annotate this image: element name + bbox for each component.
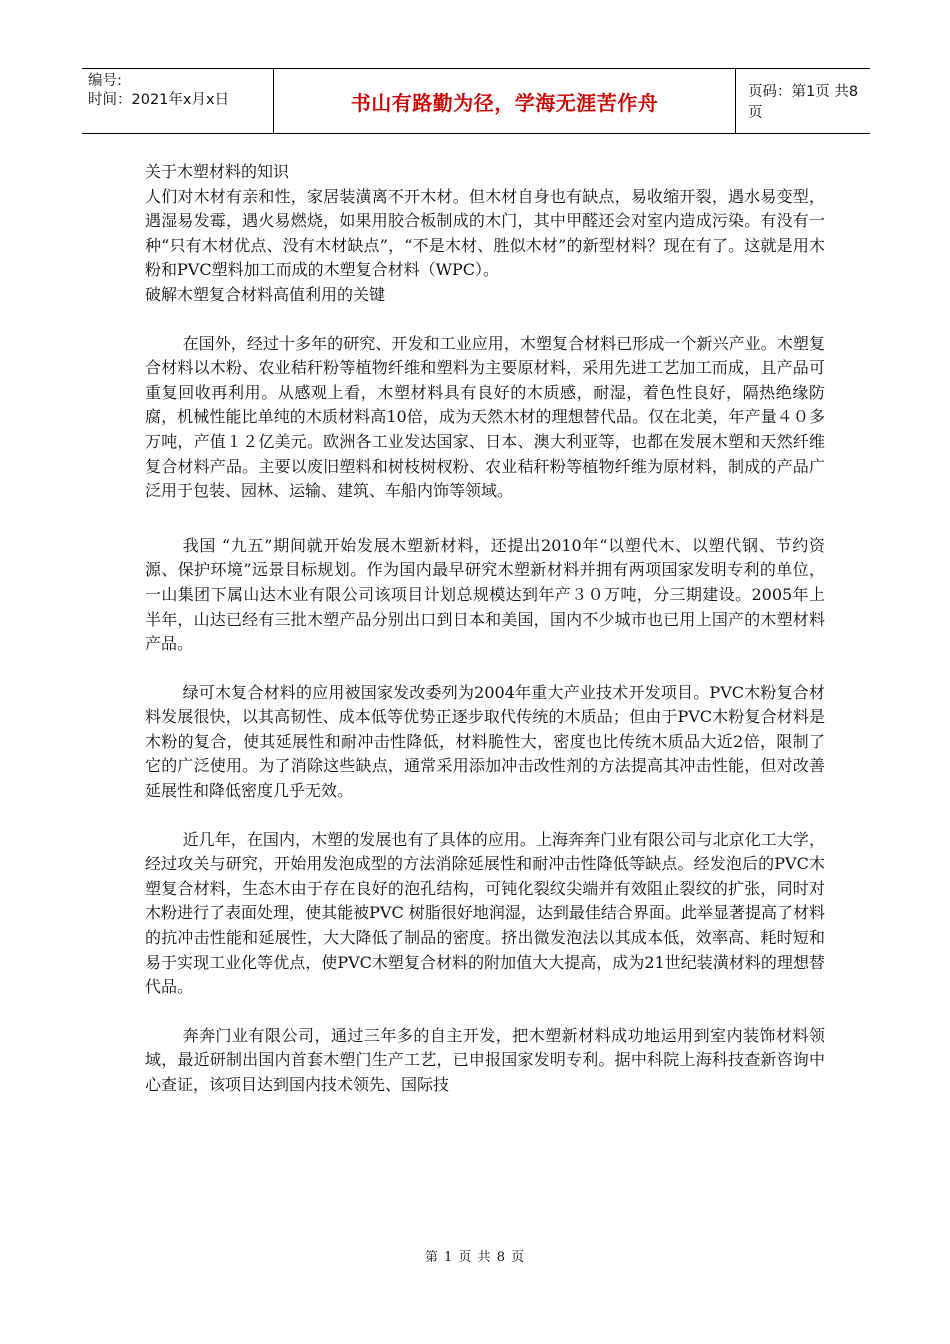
header-motto: 书山有路勤为径，学海无涯苦作舟 [274,69,736,133]
intro-paragraph: 人们对木材有亲和性，家居装潢离不开木材。但木材自身也有缺点，易收缩开裂，遇水易变型，遇湿易发霉，遇火易燃烧，如果用胶合板制成的木门，其中甲醛还会对室内造成污染。有没有一种“只有木材优点、没有木材缺点”，“不是木材、胜似木材”的新型材料？现在有了。这就是用木粉和PVC塑料加工而成的木塑复合材料（WPC）。 [145,186,825,280]
document-title: 关于木塑材料的知识 [145,162,290,181]
spacer [145,804,825,828]
document-time-label: 时间：2021年x月x日 [88,92,230,108]
paragraph-china: 我国 “九五”期间就开始发展木塑新材料，还提出2010年“以塑代木、以塑代钢、节约资源、保护环境”远景目标规划。作为国内最早研究木塑新材料并拥有两项国家发明专利的单位，一山集团下属山达木业有限公司该项目计划总规模达到年产３０万吨，分三期建设。2005年上半年，山达已经有三批木塑产品分别出口到日本和美国，国内不少城市也已用上国产的木塑材料产品。 [145,535,825,654]
page-header [82,68,870,134]
paragraph-overseas: 在国外，经过十多年的研究、开发和工业应用，木塑复合材料已形成一个新兴产业。木塑复合材料以木粉、农业秸秆粉等植物纤维和塑料为主要原材料，采用先进工艺加工而成，且产品可重复回收再利用。从感观上看，木塑材料具有良好的木质感，耐湿，着色性良好，隔热绝缘防腐，机械性能比单纯的木质材料高10倍，成为天然木材的理想替代品。仅在北美，年产量４０多万吨，产值１２亿美元。欧洲各工业发达国家、日本、澳大利亚等，也都在发展木塑和天然纤维复合材料产品。主要以废旧塑料和树枝树杈粉、农业秸秆粉等植物纤维为原材料，制成的产品广泛用于包装、园林、运输、建筑、车船内饰等领域。 [145,333,825,501]
spacer [145,504,825,534]
spacer [145,1000,825,1024]
paragraph-pvc: 绿可木复合材料的应用被国家发改委列为2004年重大产业技术开发项目。PVC木粉复合材料发展很快，以其高韧性、成本低等优势正逐步取代传统的木质品；但由于PVC木粉复合材料是木粉的复合，使其延展性和耐冲击性降低，材料脆性大，密度也比传统木质品大近2倍，限制了它的广泛使用。为了消除这些缺点，通常采用添加冲击改性剂的方法提高其冲击性能，但对改善延展性和降低密度几乎无效。 [145,682,825,801]
page-footer: 第 1 页 共 8 页 [424,1250,526,1265]
paragraph-benben: 奔奔门业有限公司，通过三年多的自主开发，把木塑新材料成功地运用到室内装饰材料领域，最近研制出国内首套木塑门生产工艺，已申报国家发明专利。据中科院上海科技查新咨询中心查证，该项目达到国内技术领先、国际技 [145,1025,825,1094]
header-page-info: 页码：第1页 共8页 [748,84,859,121]
spacer [145,657,825,681]
header-meta [82,69,274,133]
spacer [145,308,825,332]
section-subtitle: 破解木塑复合材料高值利用的关键 [145,284,386,304]
document-body [145,160,825,1098]
document-number-label: 编号: [88,73,122,89]
paragraph-foaming: 近几年，在国内，木塑的发展也有了具体的应用。上海奔奔门业有限公司与北京化工大学，经过攻关与研究，开始用发泡成型的方法消除延展性和耐冲击性降低等缺点。经发泡后的PVC木塑复合材料，生态木由于存在良好的泡孔结构，可钝化裂纹尖端并有效阻止裂纹的扩张，同时对木粉进行了表面处理，使其能被PVC 树脂很好地润湿，达到最佳结合界面。此举显著提高了材料的抗冲击性能和延展性，大大降低了制品的密度。挤出微发泡法以其成本低，效率高、耗时短和易于实现工业化等优点，使PVC木塑复合材料的附加值大大提高，成为21世纪装潢材料的理想替代品。 [145,829,825,997]
